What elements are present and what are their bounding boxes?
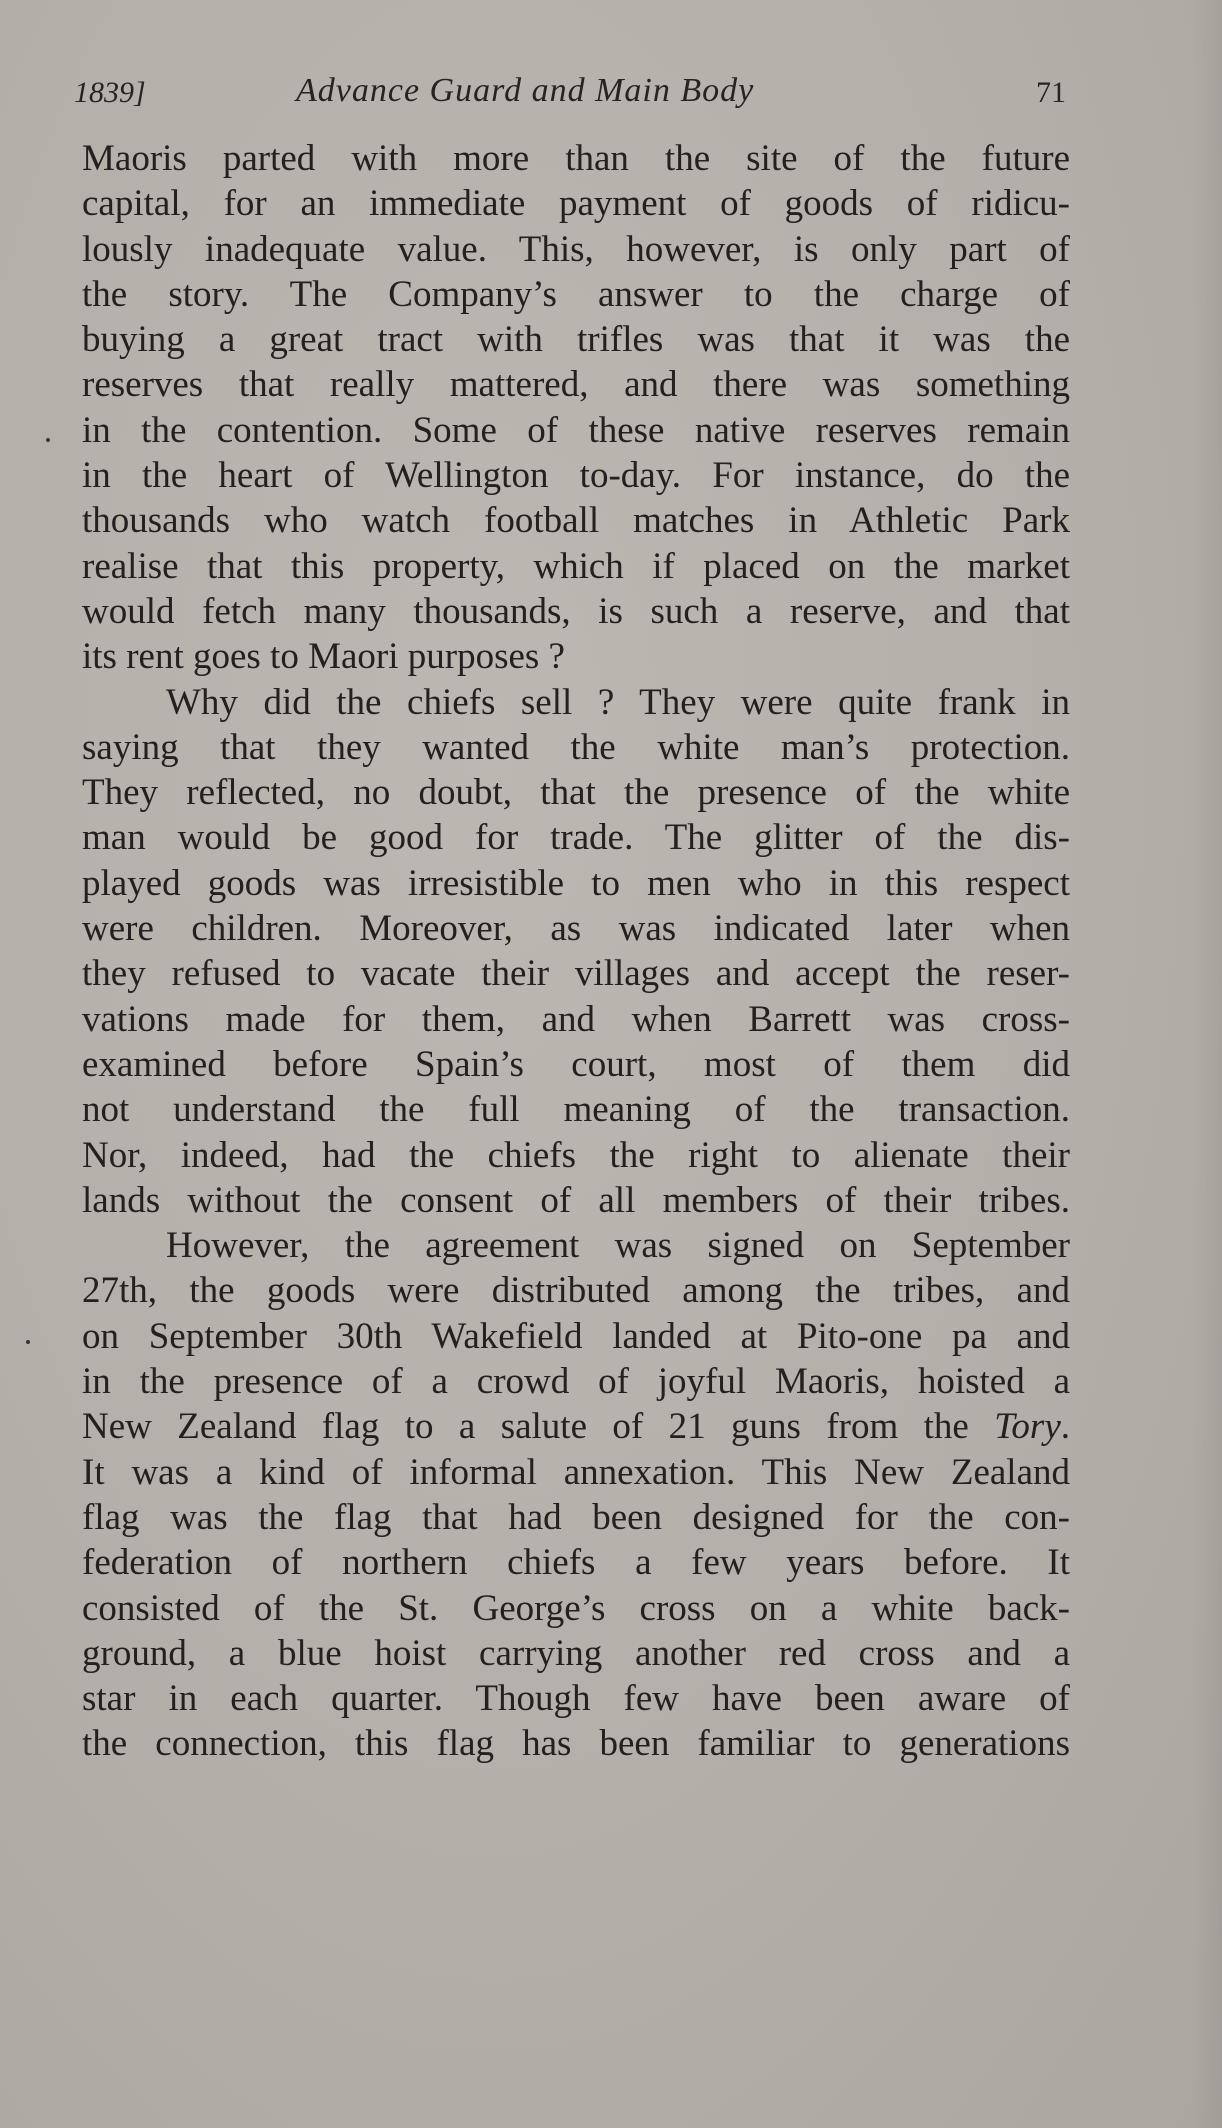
text-line-paragraph-end: lands without the consent of all members of their tribes. xyxy=(82,1179,1070,1221)
ship-name-italic: Tory xyxy=(994,1406,1061,1448)
page-number: 71 xyxy=(1036,76,1066,109)
text-line: were children. Moreover, as was indicated later when xyxy=(82,908,1070,950)
text-line: realise that this property, which if placed on the market xyxy=(82,545,1070,587)
text-line: reserves that really mattered, and there was something xyxy=(82,364,1070,406)
body-text xyxy=(82,136,1070,1767)
text-line: would fetch many thousands, is such a reserve, and that xyxy=(82,590,1070,632)
text-line: star in each quarter. Though few have been aware of xyxy=(82,1678,1070,1720)
text-line: played goods was irresistible to men who in this respect xyxy=(82,862,1070,904)
text-line: saying that they wanted the white man’s protection. xyxy=(82,726,1070,768)
text-line: buying a great tract with trifles was that it was the xyxy=(82,319,1070,361)
text-line: New Zealand flag to a salute of 21 guns from the Tory. xyxy=(82,1406,1070,1448)
text-line: the story. The Company’s answer to the charge of xyxy=(82,273,1070,315)
text-line: in the heart of Wellington to-day. For instance, do the xyxy=(82,455,1070,497)
margin-mark xyxy=(26,1340,30,1344)
text-line: It was a kind of informal annexation. This New Zealand xyxy=(82,1451,1070,1493)
page-edge-shadow xyxy=(1192,0,1222,2128)
text-line: man would be good for trade. The glitter of the dis- xyxy=(82,817,1070,859)
text-line: in the contention. Some of these native reserves remain xyxy=(82,409,1070,451)
text-line: the connection, this flag has been familiar to generations xyxy=(82,1723,1070,1765)
text-line: Maoris parted with more than the site of the future xyxy=(82,138,1070,179)
text-line: Nor, indeed, had the chiefs the right to alienate their xyxy=(82,1134,1070,1176)
text-line: they refused to vacate their villages and accept the reser- xyxy=(82,953,1070,995)
running-head-title: Advance Guard and Main Body xyxy=(296,72,755,109)
text-line: consisted of the St. George’s cross on a white back- xyxy=(82,1587,1070,1629)
text-line: They reflected, no doubt, that the presence of the white xyxy=(82,772,1070,814)
text-line: capital, for an immediate payment of goods of ridicu- xyxy=(82,183,1070,225)
text-line: flag was the flag that had been designed for the con- xyxy=(82,1496,1070,1538)
text-line: 27th, the goods were distributed among the tribes, and xyxy=(82,1270,1070,1312)
margin-mark xyxy=(46,438,50,442)
text-line-paragraph-end: its rent goes to Maori purposes ? xyxy=(82,636,565,678)
text-line: not understand the full meaning of the transaction. xyxy=(82,1089,1070,1131)
running-head xyxy=(74,72,1074,116)
text-line: in the presence of a crowd of joyful Maoris, hoisted a xyxy=(82,1361,1070,1403)
text-line-paragraph-start: However, the agreement was signed on September xyxy=(166,1225,1070,1267)
text-line: lously inadequate value. This, however, is only part of xyxy=(82,228,1070,270)
text-line: on September 30th Wakefield landed at Pito-one pa and xyxy=(82,1315,1070,1357)
text-line: federation of northern chiefs a few years before. It xyxy=(82,1542,1070,1584)
text-line: thousands who watch football matches in Athletic Park xyxy=(82,500,1070,542)
text-line: ground, a blue hoist carrying another red cross and a xyxy=(82,1632,1070,1674)
text-line: examined before Spain’s court, most of them did xyxy=(82,1043,1070,1085)
text-line: vations made for them, and when Barrett was cross- xyxy=(82,998,1070,1040)
running-head-year: 1839] xyxy=(74,76,146,109)
text-line-paragraph-start: Why did the chiefs sell ? They were quite frank in xyxy=(166,681,1070,723)
